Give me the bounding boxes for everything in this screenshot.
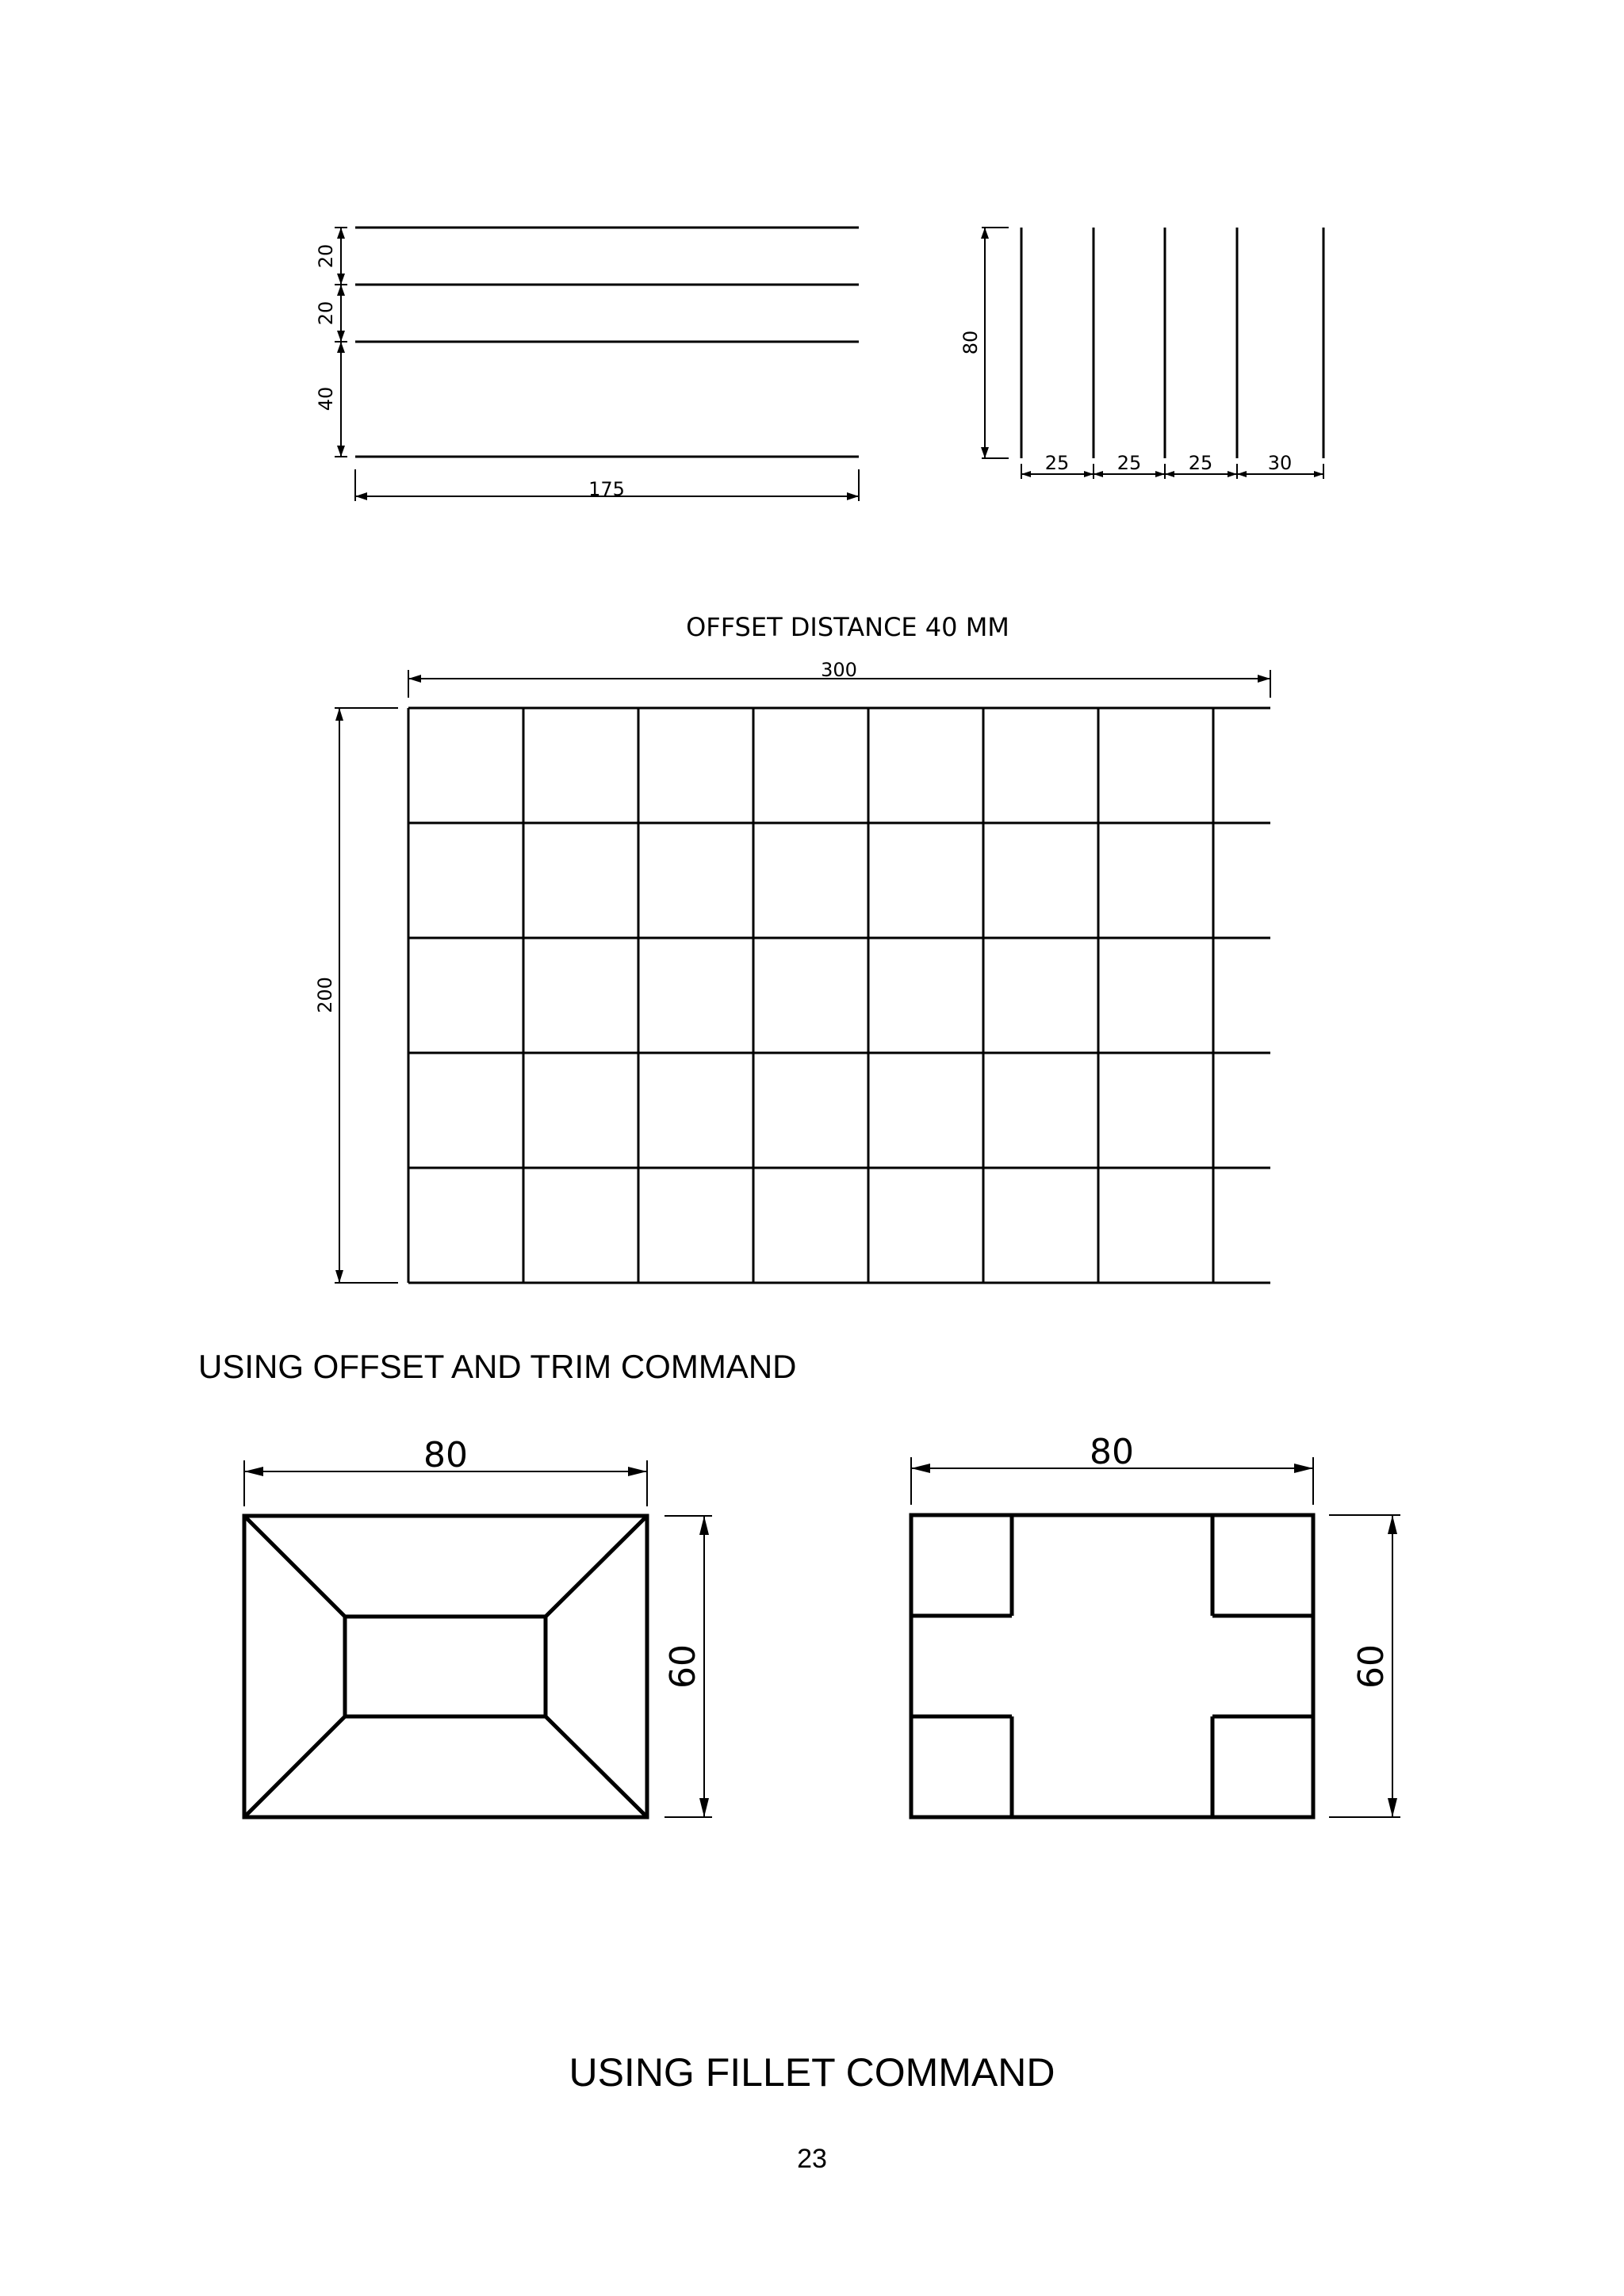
figure-offset-trim-frame [244,1435,712,1817]
page-number: 23 [797,2144,827,2174]
dim-text-25a: 25 [1044,452,1070,474]
dim-text-80-cross: 80 [1090,1432,1134,1472]
figure-offset-grid [314,659,1270,1283]
dim-text-200: 200 [314,977,336,1013]
figure-cross-shape [911,1432,1400,1817]
dim-text-20b: 20 [315,300,337,326]
figure-vertical-offset-lines [959,228,1323,479]
dim-text-25c: 25 [1188,452,1213,474]
grid-title: OFFSET DISTANCE 40 MM [686,612,1009,642]
dim-text-60-cross: 60 [1351,1644,1392,1689]
dim-text-175: 175 [588,478,625,500]
dim-text-25b: 25 [1116,452,1142,474]
heading-offset-trim: USING OFFSET AND TRIM COMMAND [198,1348,797,1385]
dim-text-80-frame: 80 [423,1435,468,1475]
dim-text-80-vertical: 80 [959,330,982,355]
dim-text-30: 30 [1267,452,1293,474]
dim-text-40: 40 [315,386,337,411]
dim-text-300: 300 [821,659,857,681]
heading-fillet: USING FILLET COMMAND [569,2050,1055,2095]
dim-text-20a: 20 [315,243,337,269]
figure-horizontal-offset-lines [315,228,859,501]
dim-text-60-frame: 60 [663,1644,703,1689]
